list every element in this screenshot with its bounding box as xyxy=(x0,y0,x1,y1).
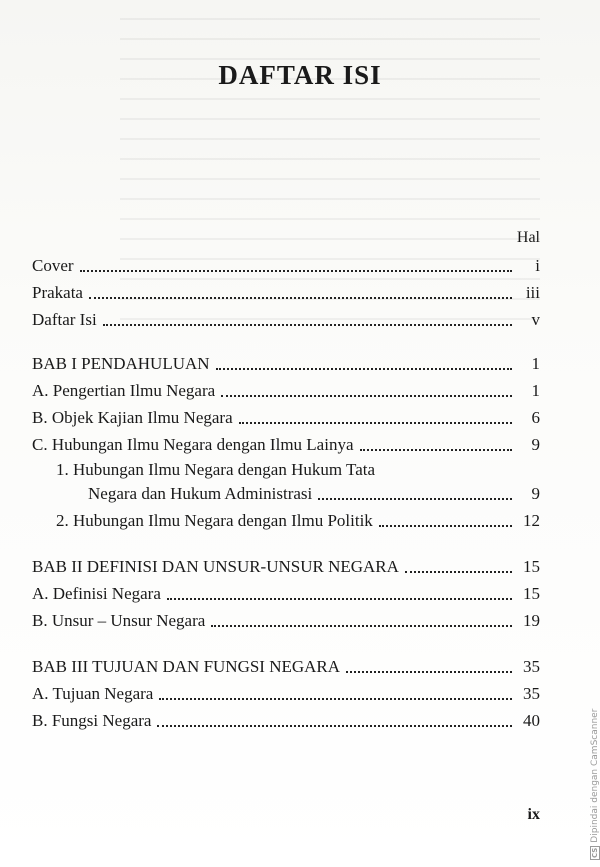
toc-entry-daftar-isi xyxy=(32,309,540,331)
leader-dots xyxy=(405,570,512,573)
toc-entry-page: 15 xyxy=(523,557,540,576)
toc-entry-label: BAB I PENDAHULUAN xyxy=(32,354,210,373)
camscanner-watermark xyxy=(578,700,600,860)
toc-entry-3b xyxy=(32,710,540,732)
leader-dots xyxy=(379,524,512,527)
toc-entry-page: 19 xyxy=(523,611,540,630)
toc-entry-page: 12 xyxy=(523,511,540,530)
toc-entry-label: Negara dan Hukum Administrasi xyxy=(88,484,313,503)
leader-dots xyxy=(346,670,512,673)
toc-entry-label: B. Fungsi Negara xyxy=(32,711,152,730)
leader-dots xyxy=(89,296,512,299)
toc-entry-2a xyxy=(32,583,540,605)
toc-entry-bab-1 xyxy=(32,353,540,375)
page-title: DAFTAR ISI xyxy=(218,60,382,90)
leader-dots xyxy=(211,624,512,627)
toc-entry-page: 15 xyxy=(523,584,540,603)
toc-entry-label: B. Objek Kajian Ilmu Negara xyxy=(32,408,233,427)
toc-entry-page: 9 xyxy=(531,484,540,503)
toc-entry-page: 9 xyxy=(531,435,540,454)
toc-entry-page: 35 xyxy=(523,657,540,676)
toc-entry-label: C. Hubungan Ilmu Negara dengan Ilmu Lainya xyxy=(32,435,354,454)
leader-dots xyxy=(360,448,513,451)
leader-dots xyxy=(103,323,512,326)
toc-entry-label: Cover xyxy=(32,256,74,275)
toc-entry-label: 2. Hubungan Ilmu Negara dengan Ilmu Politik xyxy=(56,511,373,530)
toc-entry-1c-2 xyxy=(56,510,540,532)
toc-entry-1c-1-line1 xyxy=(56,459,540,481)
leader-dots xyxy=(318,497,512,500)
page-column-header: Hal xyxy=(516,229,540,246)
toc-entry-page: 6 xyxy=(531,408,540,427)
toc-entry-page: 1 xyxy=(531,354,540,373)
toc-entry-prakata xyxy=(32,282,540,304)
toc-entry-page: iii xyxy=(525,283,540,302)
toc-entry-label: BAB III TUJUAN DAN FUNGSI NEGARA xyxy=(32,657,341,676)
leader-dots xyxy=(221,394,512,397)
toc-entry-label: Prakata xyxy=(32,283,83,302)
leader-dots xyxy=(80,269,512,272)
toc-entry-1c xyxy=(32,434,540,456)
toc-entry-label: BAB II DEFINISI DAN UNSUR-UNSUR NEGARA xyxy=(32,557,399,576)
leader-dots xyxy=(216,367,512,370)
toc-entry-page: 35 xyxy=(523,684,540,703)
toc-entry-page: 40 xyxy=(523,711,540,730)
toc-entry-1a xyxy=(32,380,540,402)
leader-dots xyxy=(167,597,512,600)
toc-entry-page: v xyxy=(531,310,540,329)
leader-dots xyxy=(159,697,512,700)
toc-entry-bab-2 xyxy=(32,556,540,578)
toc-entry-label: 1. Hubungan Ilmu Negara dengan Hukum Tata xyxy=(56,460,376,479)
toc-entry-label: A. Definisi Negara xyxy=(32,584,161,603)
toc-entry-page: 1 xyxy=(531,381,540,400)
toc-entry-page: i xyxy=(535,256,540,275)
toc-entry-1c-1 xyxy=(88,483,540,505)
toc-entry-bab-3 xyxy=(32,656,540,678)
bleed-through-texture xyxy=(120,0,540,330)
leader-dots xyxy=(157,724,512,727)
toc-entry-1b xyxy=(32,407,540,429)
toc-entry-label: A. Pengertian Ilmu Negara xyxy=(32,381,216,400)
watermark-label xyxy=(590,709,600,860)
toc-entry-label: A. Tujuan Negara xyxy=(32,684,154,703)
toc-entry-label: B. Unsur – Unsur Negara xyxy=(32,611,206,630)
toc-entry-3a xyxy=(32,683,540,705)
leader-dots xyxy=(239,421,512,424)
toc-entry-label: Daftar Isi xyxy=(32,310,97,329)
page-number: ix xyxy=(527,806,540,823)
camscanner-logo-icon: CS xyxy=(591,847,599,858)
toc-entry-2b xyxy=(32,610,540,632)
toc-entry-cover xyxy=(32,255,540,277)
watermark-text: Dipindai dengan CamScanner xyxy=(590,708,600,843)
